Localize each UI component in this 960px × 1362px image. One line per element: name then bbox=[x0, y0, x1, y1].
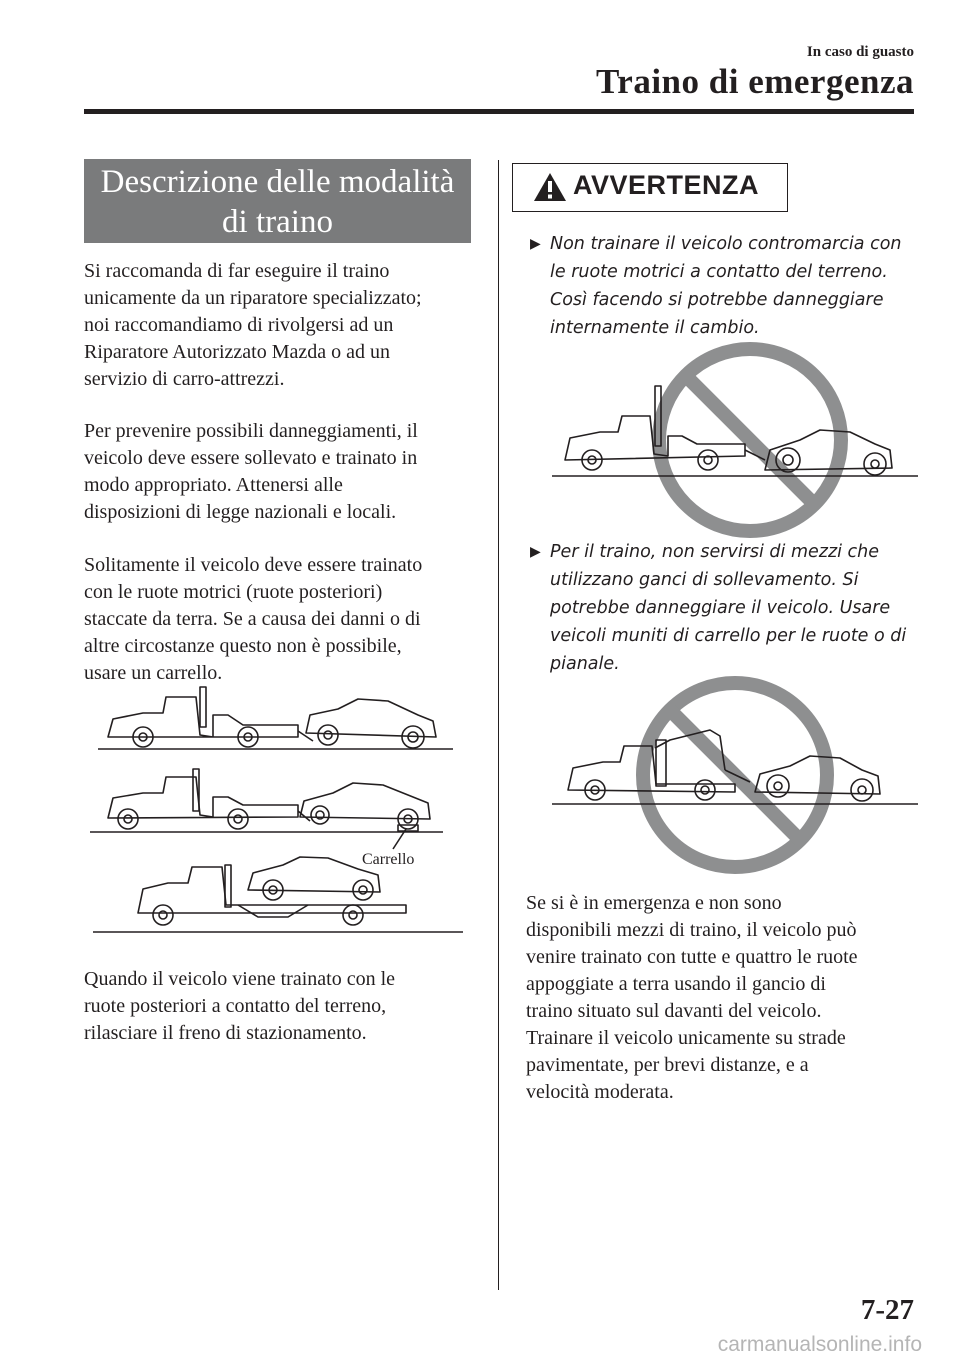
page-title: Traino di emergenza bbox=[596, 62, 914, 101]
text-line: pianale. bbox=[550, 654, 620, 674]
flatbed-truck-icon bbox=[138, 865, 406, 925]
text-line: potrebbe danneggiare il veicolo. Usare bbox=[550, 598, 891, 618]
paragraph-brake bbox=[84, 966, 395, 1047]
warning-item bbox=[530, 230, 902, 342]
prohibited-reverse-towing-illustration bbox=[540, 340, 922, 540]
text-line: con le ruote motrici (ruote posteriori) bbox=[84, 581, 383, 603]
header-rule bbox=[84, 109, 914, 114]
warning-item bbox=[530, 538, 907, 678]
watermark: carmanualsonline.info bbox=[717, 1333, 922, 1356]
text-line: rilasciare il freno di stazionamento. bbox=[84, 1022, 367, 1044]
text-line: veicolo deve essere sollevato e trainato in bbox=[84, 447, 418, 469]
paragraph-wheels bbox=[84, 552, 422, 687]
section-title-box bbox=[84, 159, 471, 243]
dolly-label: Carrello bbox=[362, 851, 415, 868]
text-line: Riparatore Autorizzato Mazda o ad un bbox=[84, 341, 390, 363]
text-line: Se si è in emergenza e non sono bbox=[526, 892, 782, 914]
text-line: disponibili mezzi di traino, il veicolo può bbox=[526, 919, 857, 941]
text-line: Per prevenire possibili danneggiamenti, il bbox=[84, 420, 418, 442]
text-line: noi raccomandiamo di rivolgersi ad un bbox=[84, 314, 394, 336]
text-line: Per il traino, non servirsi di mezzi che bbox=[550, 542, 880, 562]
section-title-line: di traino bbox=[222, 204, 333, 240]
text-line: le ruote motrici a contatto del terreno. bbox=[550, 262, 888, 282]
text-line: Così facendo si potrebbe danneggiare bbox=[550, 290, 884, 310]
text-line: usare un carrello. bbox=[84, 662, 223, 684]
text-line: veicoli muniti di carrello per le ruote o di bbox=[550, 626, 907, 646]
section-label: In caso di guasto bbox=[806, 44, 914, 60]
text-line: pavimentate, per brevi distanze, e a bbox=[526, 1054, 809, 1076]
text-line: Trainare il veicolo unicamente su strade bbox=[526, 1027, 846, 1049]
car-on-flatbed-icon bbox=[248, 857, 380, 900]
text-line: staccate da terra. Se a causa dei danni o di bbox=[84, 608, 421, 630]
text-line: utilizzano ganci di sollevamento. Si bbox=[550, 570, 859, 590]
text-line: Quando il veicolo viene trainato con le bbox=[84, 968, 396, 990]
warning-header bbox=[512, 163, 788, 212]
dolly-truck-icon bbox=[108, 769, 310, 829]
text-line: traino situato sul davanti del veicolo. bbox=[526, 1000, 822, 1022]
text-line: Solitamente il veicolo deve essere trainato bbox=[84, 554, 423, 576]
text-line: velocità moderata. bbox=[526, 1081, 674, 1103]
arrow-bullet-icon: ▶ bbox=[530, 236, 541, 252]
paragraph-damage bbox=[84, 418, 418, 526]
text-line: modo appropriato. Attenersi alle bbox=[84, 474, 343, 496]
text-line: altre circostanze questo non è possibile, bbox=[84, 635, 402, 657]
paragraph-emergency bbox=[526, 890, 858, 1106]
page-number: 7-27 bbox=[860, 1294, 914, 1326]
text-line: servizio di carro-attrezzi. bbox=[84, 368, 285, 390]
text-line: unicamente da un riparatore specializzato; bbox=[84, 287, 422, 309]
arrow-bullet-icon: ▶ bbox=[530, 544, 541, 560]
paragraph-intro bbox=[84, 258, 422, 393]
warning-triangle-icon bbox=[533, 172, 567, 202]
wheel-lift-truck-icon bbox=[108, 687, 313, 747]
car-on-dolly-icon bbox=[300, 783, 430, 831]
towing-methods-illustration bbox=[88, 685, 468, 937]
column-divider bbox=[498, 160, 499, 1290]
section-title-line: Descrizione delle modalità bbox=[100, 164, 455, 200]
text-line: ruote posteriori a contatto del terreno, bbox=[84, 995, 387, 1017]
prohibited-icon bbox=[659, 349, 841, 531]
text-line: appoggiate a terra usando il gancio di bbox=[526, 973, 826, 995]
prohibited-sling-towing-illustration bbox=[540, 670, 922, 880]
text-line: disposizioni di legge nazionali e locali. bbox=[84, 501, 397, 523]
text-line: Non trainare il veicolo contromarcia con bbox=[550, 234, 902, 254]
warning-title: AVVERTENZA bbox=[573, 170, 760, 200]
text-line: internamente il cambio. bbox=[550, 318, 760, 338]
car-icon bbox=[306, 699, 436, 748]
text-line: venire trainato con tutte e quattro le ruote bbox=[526, 946, 858, 968]
text-line: Si raccomanda di far eseguire il traino bbox=[84, 260, 390, 282]
